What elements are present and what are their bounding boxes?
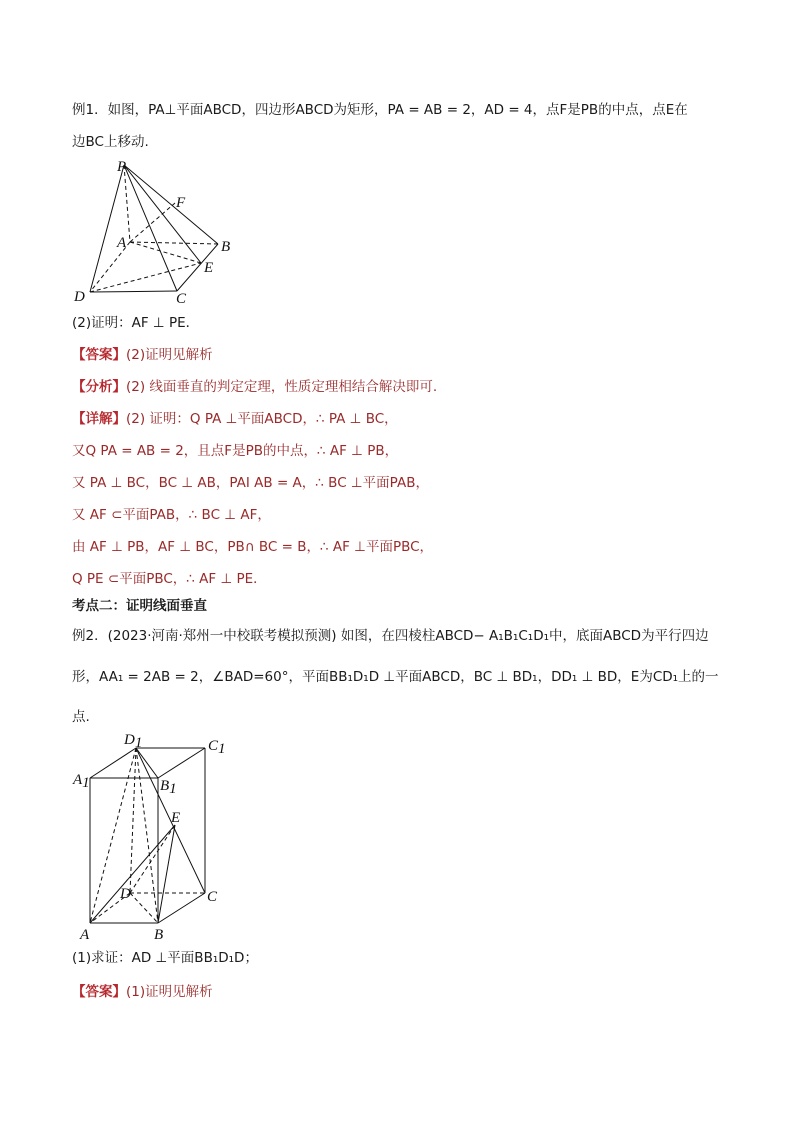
edge-AF (130, 203, 175, 242)
label-D: D (74, 289, 85, 305)
edge-C1B1 (158, 748, 205, 778)
edge-BC (158, 893, 205, 923)
label-A: A (80, 927, 90, 943)
answer-tag: 【答案】 (72, 347, 126, 363)
detail-text-0: (2) 证明：Q PA ⊥平面ABCD，∴ PA ⊥ BC， (126, 411, 398, 427)
label-B: B (221, 239, 231, 255)
analysis-tag: 【分析】 (72, 379, 126, 395)
label-F: F (176, 195, 186, 211)
label-B1: B1 (160, 778, 177, 797)
label-D: D (120, 886, 131, 902)
ex1-pyramid-figure (70, 155, 240, 305)
label-P: P (117, 159, 127, 175)
label-A1: A1 (73, 772, 90, 791)
label-C: C (207, 889, 218, 905)
answer-text: (2)证明见解析 (126, 347, 213, 363)
label-E: E (171, 810, 181, 826)
edge-AB (130, 242, 218, 244)
answer-tag-2: 【答案】 (72, 984, 126, 1000)
ex1-detail-line1 (72, 409, 398, 429)
ex1-detail-line4: 又 AF ⊂平面PAB，∴ BC ⊥ AF， (72, 507, 271, 523)
edge-DE (90, 263, 201, 292)
ex2-answer (72, 982, 213, 1002)
ex1-detail-line3: 又 PA ⊥ BC，BC ⊥ AB，PAI AB = A，∴ BC ⊥平面PAB， (72, 475, 429, 491)
edge-D1A1 (90, 748, 136, 778)
edge-PD (90, 165, 124, 292)
ex2-statement-line3: 点. (72, 709, 90, 725)
ex2-prism-figure (70, 728, 230, 943)
kaodian-heading: 考点二：证明线面垂直 (72, 598, 207, 614)
ex1-statement-line1: 例1．如图，PA⊥平面ABCD，四边形ABCD为矩形，PA = AB = 2，AD = 4，点F是PB的中点，点E在 (72, 102, 688, 118)
ex1-detail-line2: 又Q PA = AB = 2，且点F是PB的中点，∴ AF ⊥ PB， (72, 443, 399, 459)
label-C: C (176, 291, 187, 305)
label-E: E (204, 260, 214, 276)
label-A: A (117, 235, 127, 251)
edge-PC (124, 165, 177, 291)
label-C1: C1 (208, 738, 226, 757)
ex1-analysis (72, 377, 437, 397)
label-B: B (154, 927, 164, 943)
ex2-statement-line1: 例2．(2023·河南·郑州一中校联考模拟预测) 如图，在四棱柱ABCD− A₁B₁C₁D₁中，底面ABCD为平行四边 (72, 628, 709, 644)
ex1-statement-line2: 边BC上移动. (72, 134, 149, 150)
analysis-text: (2) 线面垂直的判定定理，性质定理相结合解决即可. (126, 379, 438, 395)
ex2-question-1: (1)求证：AD ⊥平面BB₁D₁D； (72, 950, 258, 966)
edge-DB (130, 893, 158, 923)
answer-text-2: (1)证明见解析 (126, 984, 213, 1000)
label-D1: D1 (124, 732, 143, 751)
edge-DC (90, 291, 177, 292)
edge-D1B1 (136, 748, 158, 778)
edge-BE (158, 825, 175, 923)
detail-tag: 【详解】 (72, 411, 126, 427)
edge-PB (124, 165, 218, 244)
edge-AE (130, 242, 201, 263)
ex2-statement-line2: 形，AA₁ = 2AB = 2，∠BAD=60°，平面BB₁D₁D ⊥平面ABCD，BC ⊥ BD₁，DD₁ ⊥ BD，E为CD₁上的一 (72, 669, 719, 685)
ex1-detail-line5: 由 AF ⊥ PB，AF ⊥ BC，PB∩ BC = B，∴ AF ⊥平面PBC， (72, 539, 434, 555)
ex1-detail-line6: Q PE ⊂平面PBC，∴ AF ⊥ PE． (72, 571, 267, 587)
ex1-question-2: (2)证明：AF ⊥ PE． (72, 315, 200, 331)
ex1-answer (72, 345, 213, 365)
